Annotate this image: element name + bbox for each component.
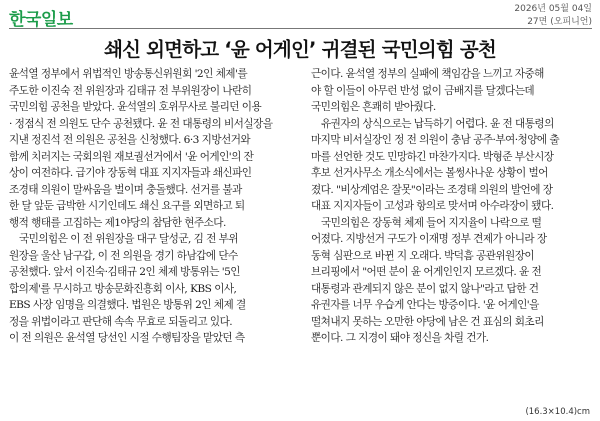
article-text-line: 한 달 앞둔 급박한 시기인데도 쇄신 요구를 외면하고 퇴 <box>9 200 245 212</box>
article-text-line: 브리핑에서 "어떤 분이 윤 어게인인지 모르겠다. 윤 전 <box>311 266 542 278</box>
article-text-line: 유권자의 상식으로는 납득하기 어렵다. 윤 전 대통령의 <box>321 117 554 130</box>
masthead-rule <box>9 28 592 29</box>
masthead-logo: 한국일보 <box>9 10 73 30</box>
article-text-line: 상이 여전하다. 급기야 장동혁 대표 지지자들과 쇄신파인 <box>9 167 252 179</box>
article-text-line: 공천했다. 앞서 이진숙·김태규 2인 체제 방통위는 '5인 <box>9 266 240 278</box>
article-text-line: 마를 선언한 것도 민망하긴 마찬가지다. 박형준 부산시장 <box>311 150 554 163</box>
article-text-line: 정을 위법이라고 판단해 속속 무효로 되돌리고 있다. <box>9 315 233 328</box>
article-text-line: 어졌다. 지방선거 구도가 이재명 정부 견제가 아니라 장 <box>311 233 547 245</box>
article-text-line: 근이다. 윤석열 정부의 실패에 책임감을 느끼고 자중해 <box>311 68 544 80</box>
article-column-right <box>311 66 593 347</box>
article-text-line: 함께 치러지는 국회의원 재보궐선거에서 '윤 어게인'의 잔 <box>9 150 254 163</box>
article-text-line: 대통령과 관계되지 않은 분이 없지 않나"라고 답한 건 <box>311 282 539 295</box>
article-text-line: 조경태 의원이 말싸움을 벌이며 충돌했다. 선거를 불과 <box>9 183 242 196</box>
article-text-line: 지낸 정진석 전 의원은 공천을 신청했다. 6·3 지방선거와 <box>9 134 251 146</box>
article-text-line: 동혁 심판으로 바뀐 지 오래다. 박덕흠 공관위원장이 <box>311 249 535 262</box>
page-section: 27면 (오피니언) <box>527 17 592 27</box>
article-text-line: 주도한 이진숙 전 위원장과 김태규 전 부위원장이 나란히 <box>9 84 252 97</box>
article-headline: 쇄신 외면하고 ‘윤 어게인’ 귀결된 국민의힘 공천 <box>104 38 496 61</box>
article-text-line: 유권자를 너무 우습게 안다는 방증이다. '윤 어게인'을 <box>311 299 539 311</box>
article-text-line: 국민의힘은 장동혁 체제 들어 지지율이 나락으로 떨 <box>321 216 542 229</box>
article-text-line: 뿐이다. 그 지경이 돼야 정신을 차릴 건가. <box>311 332 489 344</box>
article-column-left <box>9 66 291 347</box>
masthead-meta <box>514 3 592 29</box>
article-text-line: 마지막 비서실장인 정 전 의원이 충남 공주·부여·청양에 출 <box>311 134 560 146</box>
article-text-line: 이 전 의원은 윤석열 당선인 시절 수행팀장을 맡았던 측 <box>9 332 245 344</box>
article-text-line: 야 할 이들이 아무런 반성 없이 금배지를 달겠다는데 <box>311 84 535 97</box>
publication-date: 2026년 05월 04일 <box>514 4 592 14</box>
article-text-line: 국민의힘은 흔쾌히 받아줬다. <box>311 101 436 113</box>
article-text-line: 윤석열 정부에서 위법적인 방송통신위원회 '2인 체제'를 <box>9 68 248 80</box>
article-text-line: 국민의힘은 이 전 위원장을 대구 달성군, 김 전 부위 <box>19 233 239 245</box>
article-text-line: 국민의힘 공천을 받았다. 윤석열의 호위무사로 불리던 이용 <box>9 101 262 113</box>
article-text-line: · 정점식 전 의원도 단수 공천됐다. 윤 전 대통령의 비서실장을 <box>9 117 273 130</box>
article-text-line: 떨쳐내지 못하는 오만한 야당에 남은 건 표심의 회초리 <box>311 315 544 328</box>
article-text-line: 합의제'를 무시하고 방송문화진흥회 이사, KBS 이사, <box>9 282 237 295</box>
article-text-line: 행적 행태를 고집하는 제1야당의 참담한 현주소다. <box>9 216 226 229</box>
article-text-line: 원장을 울산 남구갑, 이 전 의원을 경기 하남갑에 단수 <box>9 249 238 262</box>
article-text-line: 후보 선거사무소 개소식에서는 볼썽사나운 상황이 벌어 <box>311 167 548 179</box>
article-text-line: 졌다. "비상계엄은 잘못"이라는 조경태 의원의 발언에 장 <box>311 183 553 196</box>
article-size-note: (16.3×10.4)cm <box>525 407 590 417</box>
article-text-line: 대표 지지자들이 고성과 항의로 맞서며 아수라장이 됐다. <box>311 200 554 212</box>
article-text-line: EBS 사장 임명을 의결했다. 법원은 방통위 2인 체제 결 <box>9 299 246 311</box>
